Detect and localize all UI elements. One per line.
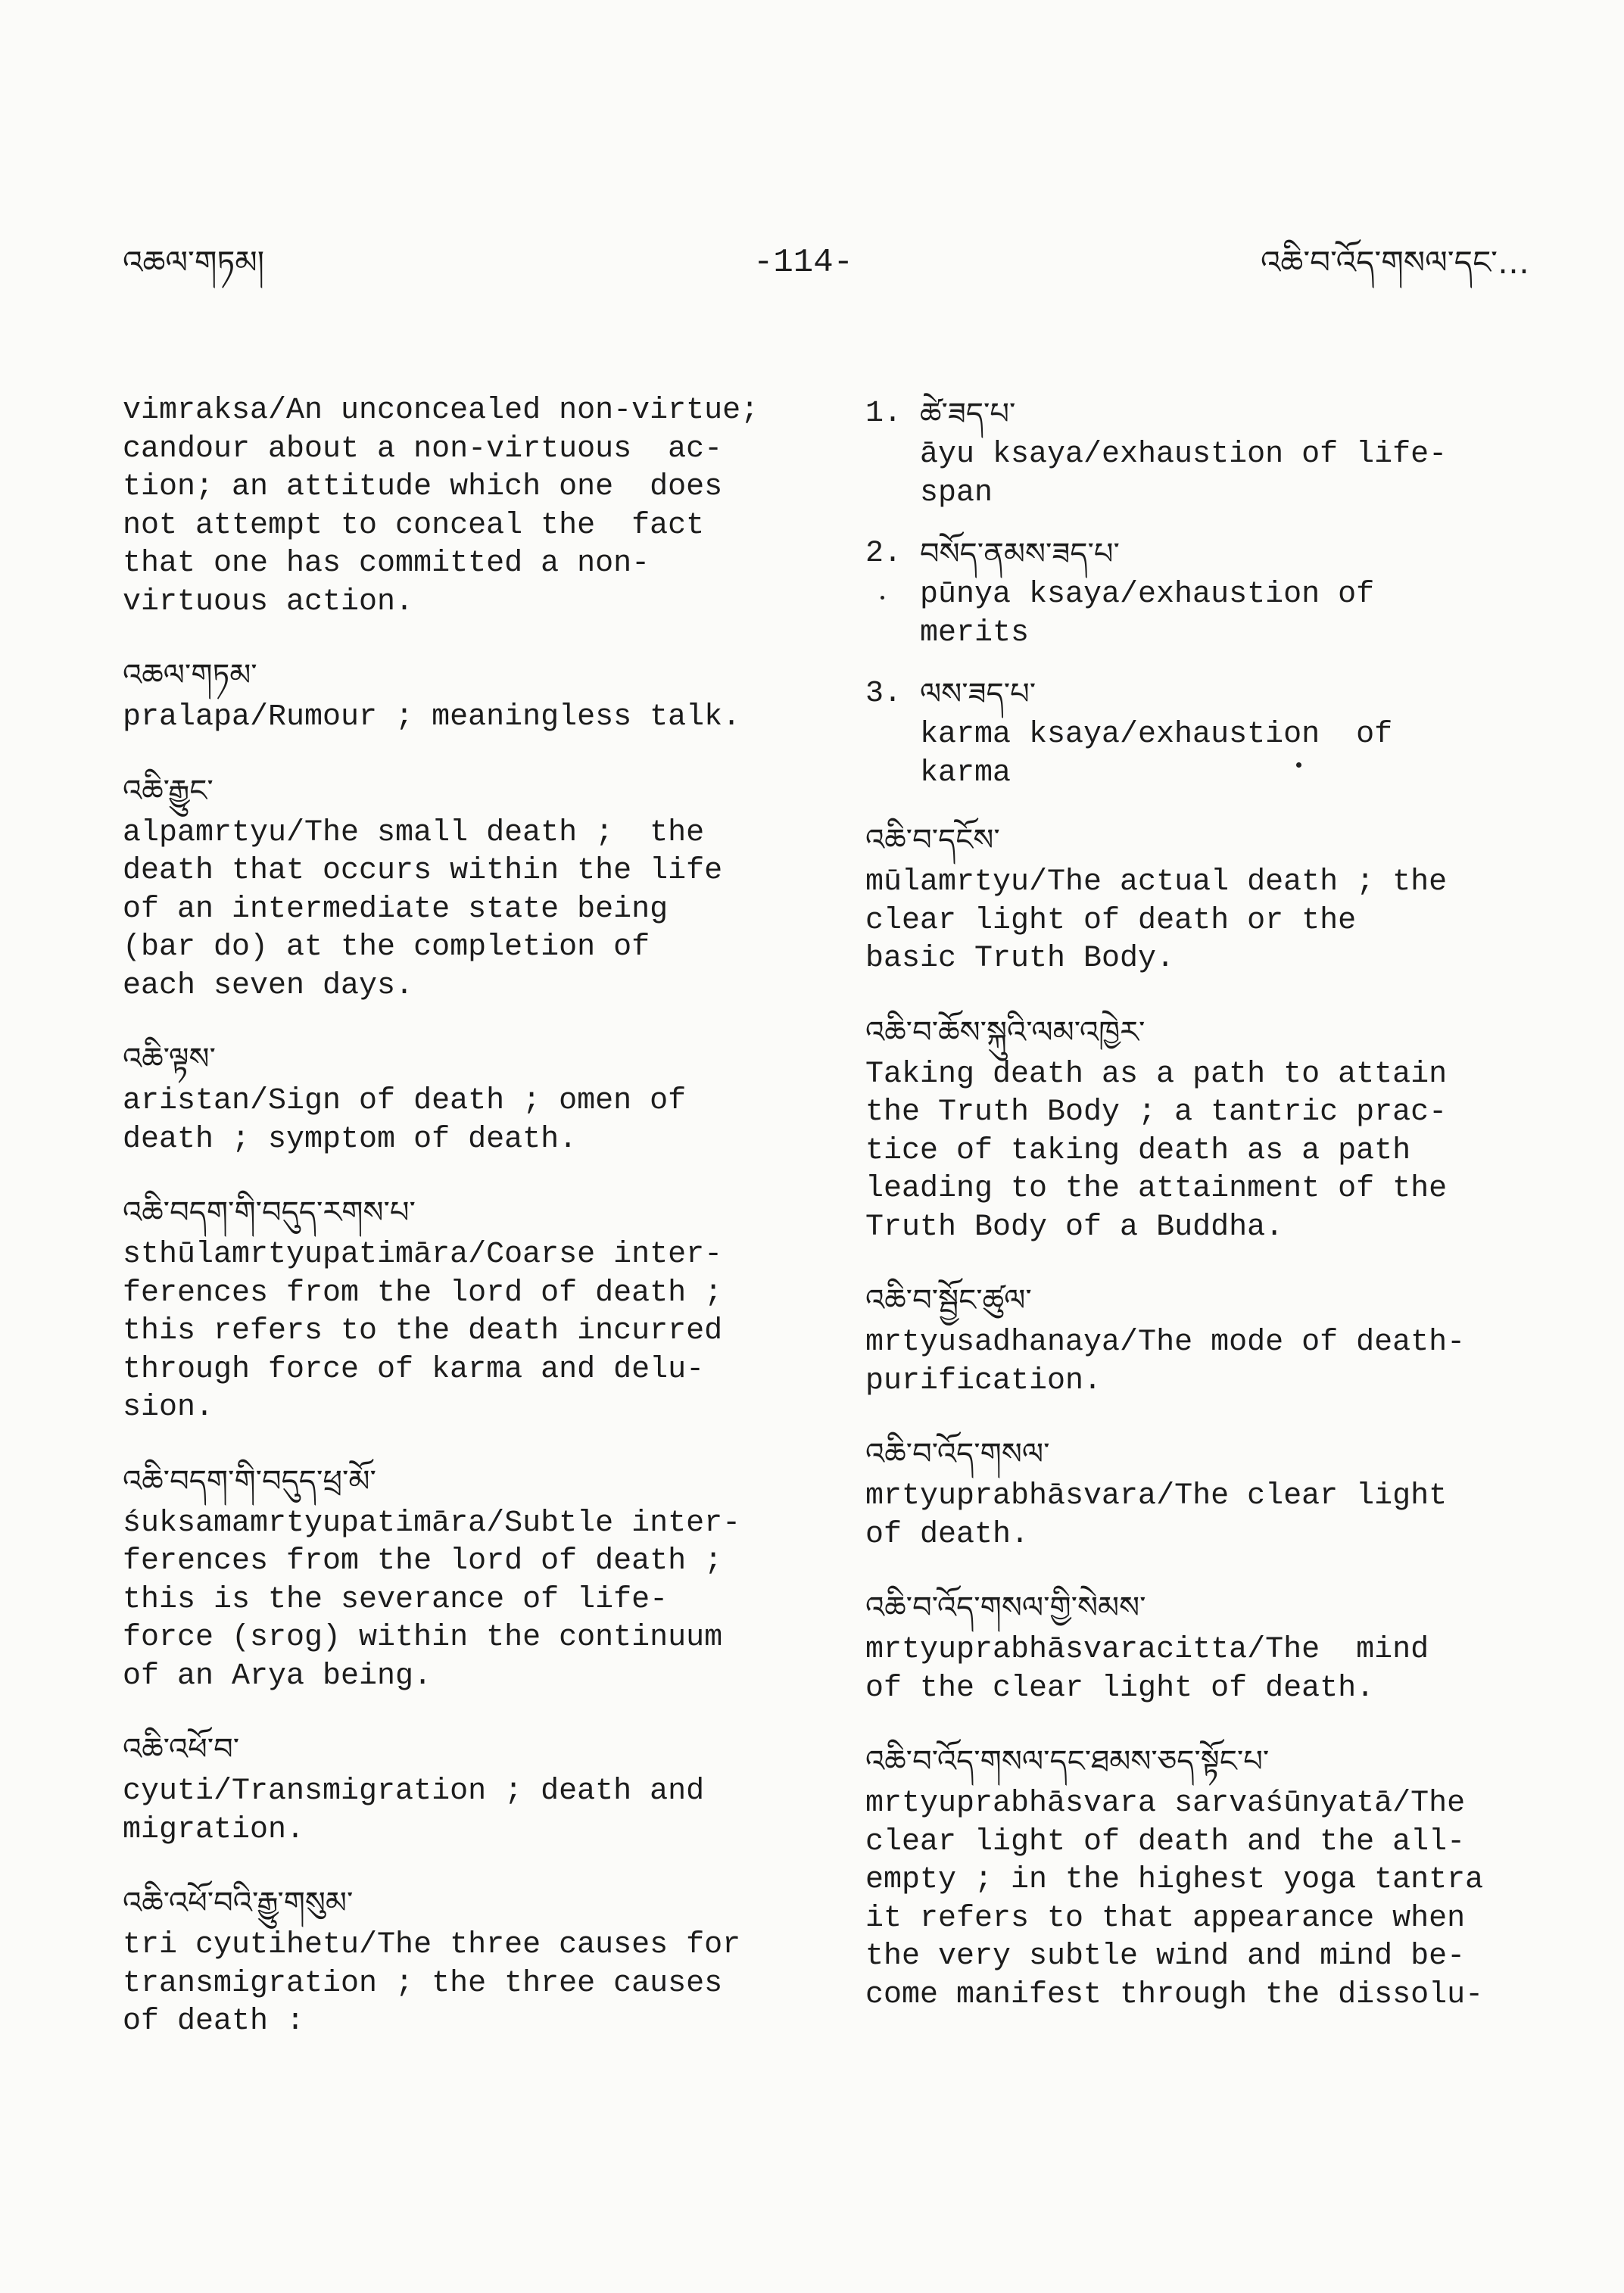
running-head-right: འཆི་བ་འོད་གསལ་དང་… — [1260, 244, 1529, 281]
entry-headword-tibetan: འཆི་འཕོ་བའི་རྒྱུ་གསུམ་ — [123, 1886, 354, 1921]
entry — [123, 1460, 804, 1696]
list-item-tibetan: བསོད་ནམས་ཟད་པ་ — [920, 537, 1120, 572]
entry-definition: mrtyuprabhāsvara sarvaśūnyatā/The clear light of death and the all- empty ; in the highest yoga tantra it refers to that appearance when the very subtle wind and mind be- come manifest through the dissolu- — [865, 1787, 1484, 2012]
entry-headword-tibetan: འཆི་ལྟས་ — [123, 1042, 216, 1076]
entry-continuation — [123, 392, 804, 622]
entry-headword-tibetan: འཆལ་གཏམ་ — [123, 658, 257, 693]
entry — [865, 1432, 1547, 1554]
list-item-number: 1. — [865, 397, 902, 431]
entry-headword-tibetan: འཆི་རྒྱུང་ — [123, 773, 214, 808]
entry-definition: vimraksa/An unconcealed non-virtue; candour about a non-virtuous ac- tion; an attitude which one does not attempt to conceal the fact that one has committed a non- virtuous action. — [123, 394, 759, 619]
entry-definition: śuksamamrtyupatimāra/Subtle inter- ferences from the lord of death ; this is the severance of life- force (srog) within the continuum of an Arya being. — [123, 1506, 741, 1693]
list-item-number: 2. — [865, 537, 902, 571]
list-item — [865, 672, 1547, 793]
entry-definition: mrtyuprabhāsvaracitta/The mind of the clear light of death. — [865, 1633, 1429, 1706]
entry-headword-tibetan: འཆི་བ་ཆོས་སྐུའི་ལམ་འཁྱེར་ — [865, 1014, 1146, 1050]
entry-definition: aristan/Sign of death ; omen of death ; symptom of death. — [123, 1084, 687, 1157]
list-item-tibetan: ལས་ཟད་པ་ — [920, 677, 1036, 712]
entry — [123, 769, 804, 1006]
entry — [865, 818, 1547, 979]
right-column — [865, 392, 1547, 2046]
entry-definition: mrtyuprabhāsvara/The clear light of death. — [865, 1479, 1448, 1552]
left-column — [123, 392, 804, 2073]
entry — [865, 1586, 1547, 1708]
entry-definition: tri cyutihetu/The three causes for transmigration ; the three causes of death : — [123, 1928, 741, 2039]
entry-headword-tibetan: འཆི་བ་དངོས་ — [865, 823, 1000, 858]
list-item — [865, 392, 1547, 512]
scan-speck — [881, 596, 884, 600]
entry-definition: Taking death as a path to attain the Truth Body ; a tantric prac- tice of taking death as a path leading to the attainment of the Truth Body of a Buddha. — [865, 1057, 1448, 1245]
entry — [123, 1191, 804, 1428]
list-item-tibetan: ཚེ་ཟད་པ་ — [920, 397, 1016, 431]
entry-headword-tibetan: འཆི་བ་འོད་གསལ་དང་ཐམས་ཅད་སྟོང་པ་ — [865, 1744, 1270, 1779]
entry — [123, 1037, 804, 1159]
entry-headword-tibetan: འཆི་འཕོ་བ་ — [123, 1732, 240, 1767]
entry — [865, 1740, 1547, 2014]
entry-headword-tibetan: འཆི་བདག་གི་བདུད་ཕྲ་མོ་ — [123, 1463, 376, 1499]
entry — [865, 1011, 1547, 1248]
entry-definition: sthūlamrtyupatimāra/Coarse inter- ferences from the lord of death ; this refers to the death incurred through force of karma and delu- sion. — [123, 1238, 723, 1425]
entry-headword-tibetan: འཆི་བདག་གི་བདུད་རགས་པ་ — [123, 1195, 416, 1230]
entry — [123, 1881, 804, 2042]
running-head-left: འཆལ་གཏམ། — [123, 244, 265, 281]
list-item-definition: karma ksaya/exhaustion of karma — [920, 718, 1393, 790]
entry-headword-tibetan: འཆི་བ་སྦྱོང་ཚུལ་ — [865, 1283, 1032, 1318]
list-item-definition: pūnya ksaya/exhaustion of merits — [920, 578, 1375, 650]
entry — [865, 1279, 1547, 1400]
entry-definition: pralapa/Rumour ; meaningless talk. — [123, 700, 741, 734]
list-item-definition: āyu ksaya/exhaustion of life- span — [920, 438, 1448, 510]
entry-definition: cyuti/Transmigration ; death and migration. — [123, 1774, 705, 1847]
entry — [123, 1728, 804, 1849]
scan-speck — [1296, 762, 1301, 768]
entry-definition: mrtyusadhanaya/The mode of death- purification. — [865, 1326, 1466, 1398]
entry-headword-tibetan: འཆི་བ་འོད་གསལ་གྱི་སེམས་ — [865, 1590, 1146, 1625]
entry — [123, 653, 804, 737]
list-item-number: 3. — [865, 677, 902, 711]
numbered-list — [865, 392, 1547, 793]
entry-headword-tibetan: འཆི་བ་འོད་གསལ་ — [865, 1437, 1050, 1472]
list-item — [865, 532, 1547, 653]
entry-definition: mūlamrtyu/The actual death ; the clear light of death or the basic Truth Body. — [865, 865, 1448, 976]
page-number: -114- — [753, 244, 854, 282]
entry-definition: alpamrtyu/The small death ; the death that occurs within the life of an intermediate state being (bar do) at the completion of each seven days. — [123, 815, 723, 1003]
